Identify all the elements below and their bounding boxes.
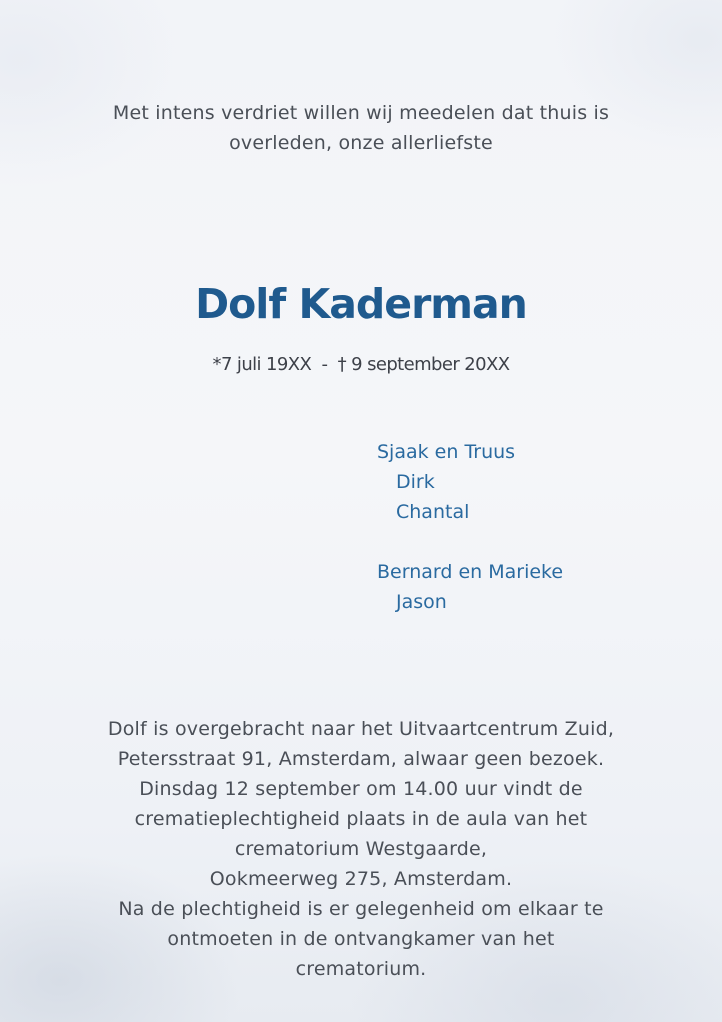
details-line: crematieplechtigheid plaats in de aula van het xyxy=(134,808,588,830)
details-line: Dinsdag 12 september om 14.00 uur vindt de xyxy=(139,778,583,800)
family-list xyxy=(377,437,563,617)
family-spacer xyxy=(377,527,563,557)
details-line: crematorium. xyxy=(295,958,427,980)
deceased-name: Dolf Kaderman xyxy=(195,280,527,328)
details-line: Ookmeerweg 275, Amsterdam. xyxy=(209,868,513,890)
life-dates: *7 juli 19XX - † 9 september 20XX xyxy=(212,354,510,375)
intro-text xyxy=(0,98,722,158)
intro-line: overleden, onze allerliefste xyxy=(229,132,493,154)
details-line: crematorium Westgaarde, xyxy=(234,838,488,860)
funeral-details xyxy=(0,714,722,984)
details-line: Dolf is overgebracht naar het Uitvaartcentrum Zuid, xyxy=(107,718,615,740)
family-child: Jason xyxy=(396,591,447,613)
intro-line: Met intens verdriet willen wij meedelen dat thuis is xyxy=(112,102,610,124)
details-line: Na de plechtigheid is er gelegenheid om elkaar te xyxy=(118,898,604,920)
family-parents: Bernard en Marieke xyxy=(377,561,564,583)
details-line: Petersstraat 91, Amsterdam, alwaar geen bezoek. xyxy=(117,748,605,770)
family-child: Chantal xyxy=(396,501,470,523)
family-parents: Sjaak en Truus xyxy=(377,441,516,463)
details-line: ontmoeten in de ontvangkamer van het xyxy=(167,928,555,950)
family-child: Dirk xyxy=(396,471,435,493)
